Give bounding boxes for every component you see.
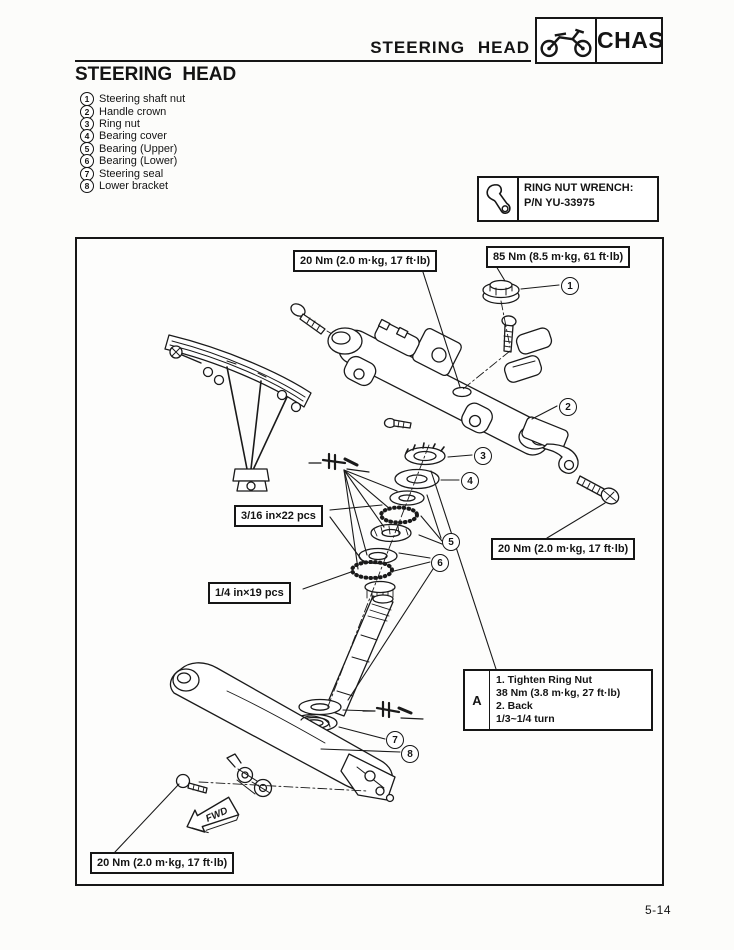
item-label: Lower bracket (99, 179, 169, 192)
page-number: 5-14 (645, 903, 672, 917)
torque-label-right: 20 Nm (2.0 m·kg, 17 ft·lb) (491, 538, 635, 560)
item-label: Handle crown (99, 105, 167, 118)
special-tool-box (477, 176, 659, 222)
torque-label-bottom: 20 Nm (2.0 m·kg, 17 ft·lb) (90, 852, 234, 874)
torque-label-top: 20 Nm (2.0 m·kg, 17 ft·lb) (293, 250, 437, 272)
wrench-icon (479, 178, 519, 220)
note-line: 38 Nm (3.8 m·kg, 27 ft·lb) (496, 687, 621, 699)
item-number-badge: 3 (80, 117, 94, 131)
tool-part-number: P/N YU-33975 (524, 197, 595, 209)
item-number-badge: 5 (80, 142, 94, 156)
callout-5: 5 (442, 533, 460, 551)
callout-7: 7 (386, 731, 404, 749)
list-item (80, 93, 185, 105)
motorcycle-icon (537, 19, 597, 62)
torque-label-shaft-nut: 85 Nm (8.5 m·kg, 61 ft·lb) (486, 246, 630, 268)
svg-text:FWD: FWD (204, 805, 230, 825)
ring-nut-procedure-note (463, 669, 653, 731)
chapter-code: CHAS (597, 27, 665, 53)
item-number-badge: 4 (80, 129, 94, 143)
item-label: Bearing cover (99, 130, 167, 143)
parts-list (80, 93, 185, 192)
item-number-badge: 6 (80, 154, 94, 168)
page-header-section-title: STEERING HEAD (370, 38, 530, 57)
list-item (80, 105, 185, 117)
item-label: Steering shaft nut (99, 93, 186, 106)
item-label: Bearing (Lower) (99, 155, 178, 168)
item-number-badge: 7 (80, 167, 94, 181)
chapter-badge (535, 17, 663, 64)
list-item (80, 130, 185, 142)
list-item (80, 155, 185, 167)
callout-6: 6 (431, 554, 449, 572)
page-title: STEERING HEAD (75, 64, 237, 85)
callout-3: 3 (474, 447, 492, 465)
callout-1: 1 (561, 277, 579, 295)
item-label: Ring nut (99, 117, 140, 130)
fwd-arrow (182, 795, 240, 840)
list-item (80, 143, 185, 155)
item-number-badge: 8 (80, 179, 94, 193)
note-key: A (465, 671, 490, 729)
exploded-view-art (77, 239, 662, 884)
list-item (80, 167, 185, 179)
upper-bearing-qty-label: 3/16 in×22 pcs (234, 505, 323, 527)
callout-4: 4 (461, 472, 479, 490)
exploded-view-diagram (75, 237, 664, 886)
list-item (80, 118, 185, 130)
header-rule (75, 60, 531, 62)
lower-bearing-qty-label: 1/4 in×19 pcs (208, 582, 291, 604)
item-label: Steering seal (99, 167, 164, 180)
item-number-badge: 2 (80, 105, 94, 119)
callout-8: 8 (401, 745, 419, 763)
note-line: 1/3~1/4 turn (496, 713, 555, 725)
item-number-badge: 1 (80, 92, 94, 106)
note-line: 2. Back (496, 700, 533, 712)
callout-2: 2 (559, 398, 577, 416)
note-line: 1. Tighten Ring Nut (496, 674, 593, 686)
tool-title: RING NUT WRENCH: (524, 182, 634, 194)
item-label: Bearing (Upper) (99, 142, 178, 155)
list-item (80, 180, 185, 192)
